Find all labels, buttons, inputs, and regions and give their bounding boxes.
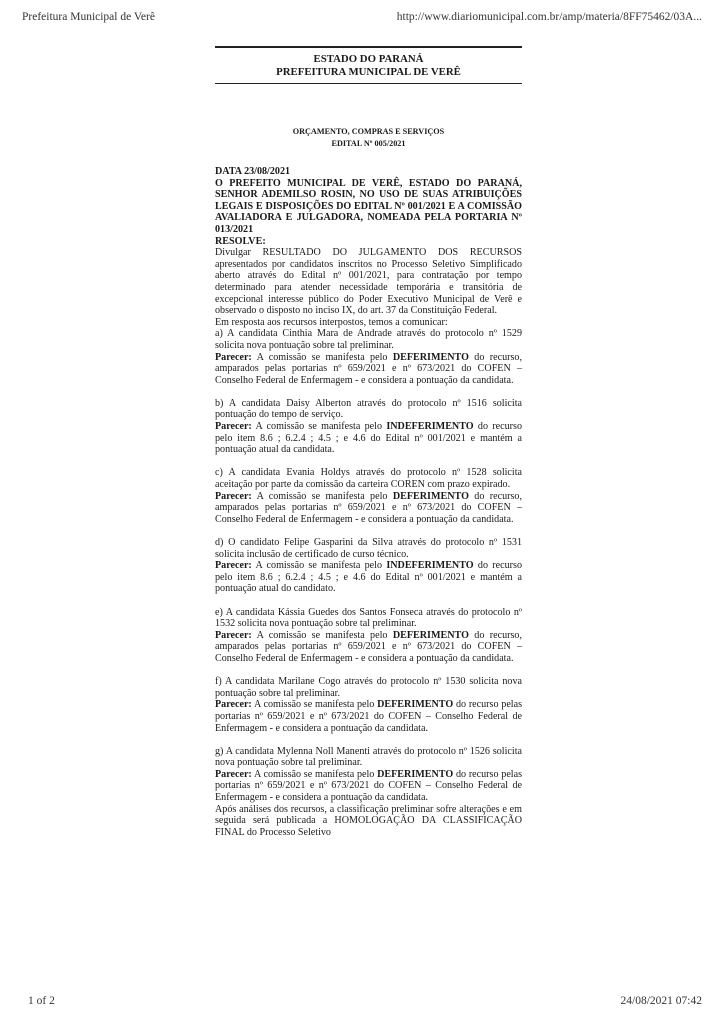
opinion-post: do recurso, amparados pelas portarias nº 659/2021 e nº 673/2021 do COFEN – Conselho Federal de Enfermagem - e considera a pontuação da candidata.	[215, 490, 522, 525]
masthead-municipality: PREFEITURA MUNICIPAL DE VERÊ	[276, 66, 461, 78]
appeal-request: a) A candidata Cinthia Mara de Andrade através do protocolo nº 1529 solicita nova pontuação sobre tal preliminar.	[215, 328, 522, 351]
appeal-request: b) A candidata Daisy Alberton através do protocolo nº 1516 solicita pontuação do tempo de serviço.	[215, 397, 522, 421]
page-url[interactable]: http://www.diariomunicipal.com.br/amp/materia/8FF75462/03A...	[396, 11, 702, 23]
masthead	[215, 46, 522, 84]
decision: DEFERIMENTO	[392, 629, 469, 641]
document-date: DATA 23/08/2021	[215, 166, 291, 177]
resolve-heading: RESOLVE:	[215, 235, 266, 247]
intro-paragraph: O PREFEITO MUNICIPAL DE VERÊ, ESTADO DO PARANÁ, SENHOR ADEMILSO ROSIN, NO USO DE SUAS ATRIBUIÇÕES LEGAIS E DISPOSIÇÕES DO EDITAL Nº 001/2021 E A COMISSÃO AVALIADORA E JULGADORA, NOMEADA PELA PORTARIA Nº 013/2021	[215, 177, 522, 235]
appeal-item	[215, 398, 522, 456]
appeal-opinion	[215, 352, 522, 387]
decision: INDEFERIMENTO	[386, 560, 474, 572]
opinion-post: do recurso, amparados pelas portarias nº 659/2021 e nº 673/2021 do COFEN – Conselho Federal de Enfermagem - e considera a pontuação da candidata.	[215, 351, 522, 386]
section-category: ORÇAMENTO, COMPRAS E SERVIÇOS	[292, 127, 445, 136]
appeal-item	[215, 537, 522, 595]
appeal-item	[215, 328, 522, 386]
parecer-label: Parecer:	[215, 768, 252, 780]
opinion-post: do recurso, amparados pelas portarias nº 659/2021 e nº 673/2021 do COFEN – Conselho Federal de Enfermagem - e considera a pontuação da candidata.	[215, 629, 522, 664]
decision: DEFERIMENTO	[377, 768, 454, 780]
parecer-label: Parecer:	[215, 421, 252, 433]
opinion-pre: A comissão se manifesta pelo	[256, 351, 388, 363]
opinion-post: do recurso pelas portarias nº 659/2021 e nº 673/2021 do COFEN – Conselho Federal de Enfermagem - e considera a pontuação da candidata.	[215, 768, 523, 804]
appeals-list	[215, 328, 522, 803]
closing-paragraph: Após análises dos recursos, a classificação preliminar sofre alterações e em seguida será publicada a HOMOLOGAÇÃO DA CLASSIFICAÇÃO FINAL do Processo Seletivo	[215, 803, 522, 838]
opinion-pre: A comissão se manifesta pelo	[256, 629, 388, 641]
appeal-item	[215, 467, 522, 525]
appeal-item	[215, 607, 522, 665]
decision: DEFERIMENTO	[392, 351, 469, 363]
parecer-label: Parecer:	[215, 629, 252, 641]
edital-number: EDITAL Nº 005/2021	[331, 139, 406, 148]
parecer-label: Parecer:	[215, 490, 252, 502]
appeal-item	[215, 676, 522, 734]
divulgar-paragraph: Divulgar RESULTADO DO JULGAMENTO DOS RECURSOS apresentados por candidatos inscritos no Processo Seletivo Simplificado aberto através do Edital nº 001/2021, para contratação por tempo determinado para atender necessidade temporária e transitória de excepcional interesse público do Poder Executivo Municipal de Verê e observado o disposto no inciso IX, do art. 37 da Constituição Federal.	[215, 247, 522, 317]
browser-print-footer	[28, 995, 702, 1011]
appeal-request: d) O candidato Felipe Gasparini da Silva através do protocolo nº 1531 solicita inclusão de certificado de curso técnico.	[215, 537, 522, 560]
opinion-pre: A comissão se manifesta pelo	[255, 560, 383, 572]
appeal-request: c) A candidata Evania Holdys através do protocolo nº 1528 solicita aceitação por parte da comissão da carteira COREN com prazo expirado.	[215, 467, 522, 491]
appeal-opinion	[215, 560, 522, 595]
appeal-opinion	[215, 769, 522, 804]
opinion-pre: A comissão se manifesta pelo	[254, 699, 375, 711]
opinion-pre: A comissão se manifesta pelo	[256, 490, 388, 502]
decision: INDEFERIMENTO	[386, 421, 474, 433]
decision: DEFERIMENTO	[377, 699, 454, 711]
parecer-label: Parecer:	[215, 560, 252, 572]
appeal-opinion	[215, 491, 522, 526]
page-indicator: 1 of 2	[28, 995, 55, 1007]
appeal-request: g) A candidata Mylenna Noll Manenti através do protocolo nº 1526 solicita nova pontuação sobre tal preliminar.	[215, 745, 522, 769]
document-body	[215, 166, 522, 838]
decision: DEFERIMENTO	[392, 490, 469, 502]
section-heading	[215, 126, 522, 150]
opinion-pre: A comissão se manifesta pelo	[255, 421, 383, 433]
appeal-opinion	[215, 630, 522, 665]
opinion-post: do recurso pelo item 8.6 ; 6.2.4 ; 4.5 ; e 4.6 do Edital nº 001/2021 e mantém a pontuação atual do candidato.	[215, 560, 523, 595]
document-header	[215, 46, 522, 150]
appeal-opinion	[215, 699, 522, 734]
masthead-state: ESTADO DO PARANÁ	[313, 53, 424, 65]
resposta-line: Em resposta aos recursos interpostos, temos a comunicar:	[215, 316, 448, 328]
parecer-label: Parecer:	[215, 699, 252, 711]
appeal-request: f) A candidata Marilane Cogo através do protocolo nº 1530 solicita nova pontuação sobre tal preliminar.	[215, 676, 522, 699]
appeal-opinion	[215, 421, 522, 456]
browser-print-header	[22, 11, 702, 27]
parecer-label: Parecer:	[215, 351, 252, 363]
appeal-item	[215, 746, 522, 804]
appeal-request: e) A candidata Kássia Guedes dos Santos Fonseca através do protocolo nº 1532 solicita nova pontuação sobre tal preliminar.	[215, 606, 522, 630]
opinion-post: do recurso pelo item 8.6 ; 6.2.4 ; 4.5 ; e 4.6 do Edital nº 001/2021 e mantém a pontuação atual da candidata.	[215, 421, 523, 456]
site-title: Prefeitura Municipal de Verê	[22, 11, 155, 23]
opinion-pre: A comissão se manifesta pelo	[254, 768, 375, 780]
opinion-post: do recurso pelas portarias nº 659/2021 e nº 673/2021 do COFEN – Conselho Federal de Enfermagem - e considera a pontuação da candidata.	[215, 699, 523, 734]
print-timestamp: 24/08/2021 07:42	[620, 995, 702, 1007]
